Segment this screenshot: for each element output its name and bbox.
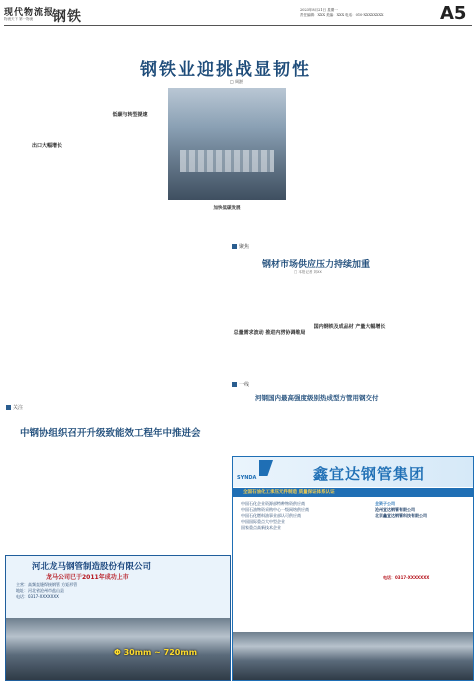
photo-caption: 加快低碳发展 <box>213 206 241 211</box>
section2-byline: □ 本报记者 刘XX <box>294 270 322 274</box>
main-subhead-2: 出口大幅增长 <box>31 143 62 149</box>
newspaper-slogan: 物流天下 第一物流 <box>4 17 34 21</box>
ad-synda-companies: 全资子公司 沧州宜达钢管有限公司 北京鑫宜达钢管科技有限公司 <box>375 501 427 518</box>
section4-tag: 关注 <box>6 404 23 411</box>
ad-synda-qualifications: 中国石化企业资源部特种物资供应商 中国石油物资采购中心一级网络供应商 中国石化燃料油事业部认可供应商 中国国际重点大中型企业 国家重点高新技术企业 <box>241 501 309 530</box>
tag-marker-icon <box>232 244 237 249</box>
main-article-col-2 <box>94 88 164 388</box>
tag-marker-icon <box>232 382 237 387</box>
ad-longma-info: 主营：高频直缝焊接钢管 方矩形管 地址：河北省沧州市盐山县 电话：0317-XXXXXXX <box>16 582 78 599</box>
section4-col-2 <box>80 442 148 552</box>
section2-headline: 钢材市场供应压力持续加重 <box>262 260 371 270</box>
newspaper-logo: 现代物流报 <box>4 8 55 18</box>
main-byline: □ 周湛 <box>230 79 244 84</box>
section4-headline: 中钢协组织召开升级致能效工程年中推进会 <box>20 428 201 439</box>
section2-col-3 <box>392 282 472 382</box>
main-headline: 钢铁业迎挑战显韧性 <box>140 60 311 80</box>
ad-synda-pipes-photo <box>233 632 473 680</box>
ad-longma-steel <box>5 555 231 681</box>
section3-tag: 一线 <box>232 381 249 388</box>
section2-subhead-2: 国内钢铁及成品材 产量大幅增长 <box>313 324 386 330</box>
main-article-col-4 <box>290 88 378 238</box>
section4-col-3 <box>154 442 226 552</box>
issue-info <box>300 8 383 18</box>
ad-synda-brand: SYNDA <box>237 475 257 481</box>
section3-col-1 <box>232 405 307 453</box>
section2-subhead-1: 总量需求波动 推进内涝协调维局 <box>233 330 306 336</box>
section3-col-3 <box>392 405 472 453</box>
ad-longma-title: 河北龙马钢管制造股份有限公司 <box>32 562 152 572</box>
section-name: 钢铁 <box>52 9 82 25</box>
issue-editor: 责任编辑：XXX 美编：XXX 电话：010-XXXXXXXX <box>300 13 384 17</box>
section4-col-1 <box>6 442 74 552</box>
section3-col-2 <box>312 405 387 453</box>
header-rule <box>4 25 472 26</box>
section2-tag: 聚焦 <box>232 243 249 250</box>
ad-synda-slogan: 全国石油化工承压元件制造 质量保证体系认证 <box>243 490 335 495</box>
tag-marker-icon <box>6 405 11 410</box>
page-number: A5 <box>440 3 467 24</box>
main-article-col-1 <box>6 88 88 388</box>
ad-synda-steel <box>232 456 474 681</box>
issue-date: 2023年8月21日 星期一 <box>300 8 338 12</box>
section3-headline: 河钢国内最高强度级别热成型方管用钢交付 <box>255 394 379 402</box>
main-article-col-5 <box>382 88 472 238</box>
ad-longma-size-banner: Φ 30mm ~ 720mm <box>114 648 198 657</box>
ad-longma-slogan: 龙马公司已于2011年成功上市 <box>46 574 129 581</box>
main-subhead-1: 低碳与转型提速 <box>112 112 148 118</box>
ad-synda-phone: 电话：0317-XXXXXXX <box>383 575 430 580</box>
ad-synda-title: 鑫宜达钢管集团 <box>313 465 426 483</box>
steel-mill-photo <box>168 88 286 200</box>
